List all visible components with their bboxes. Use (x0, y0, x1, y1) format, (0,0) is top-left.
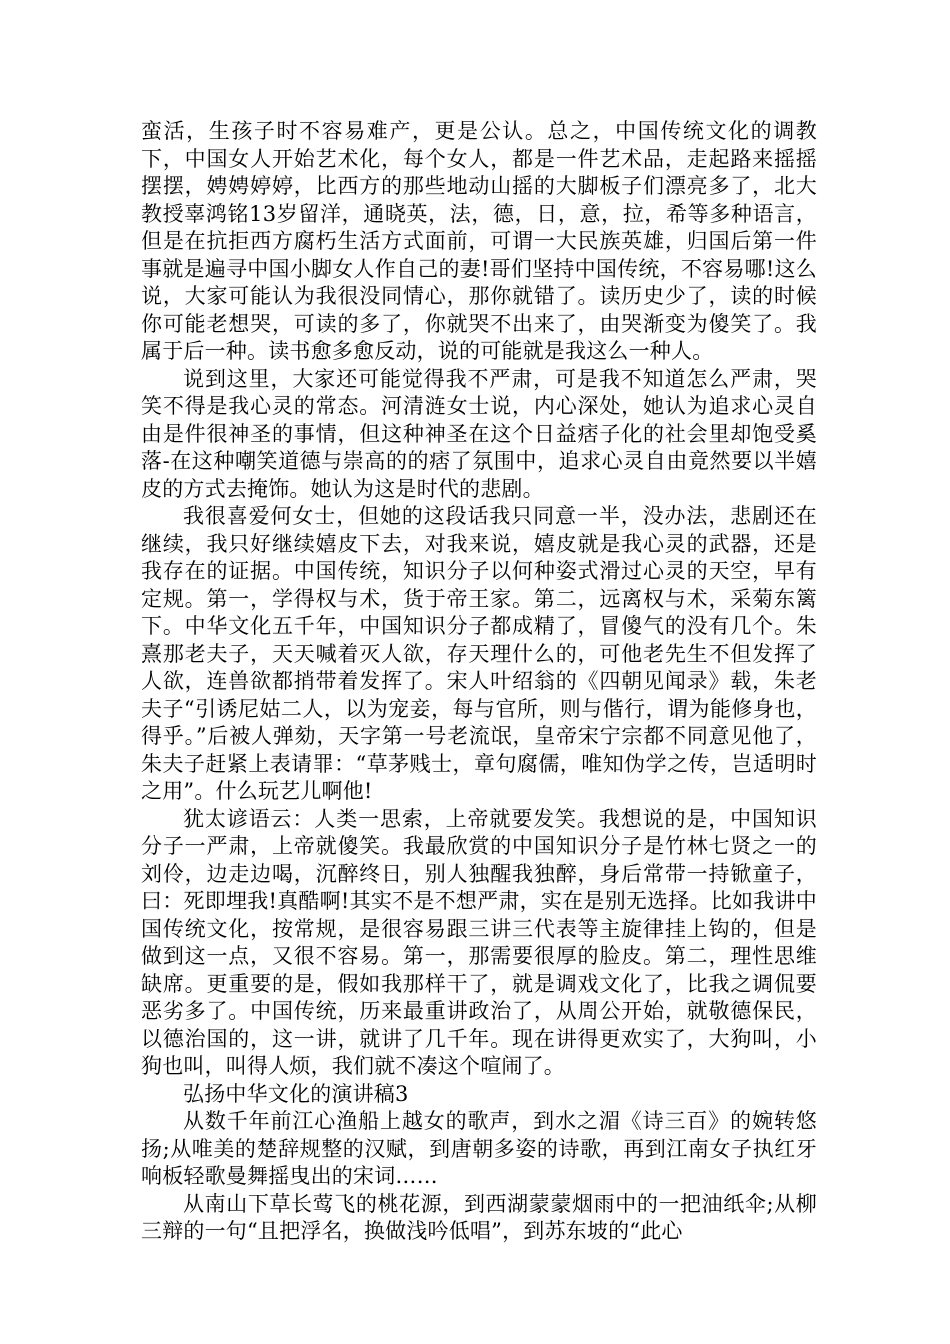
section-heading: 弘扬中华文化的演讲稿3 (183, 1081, 409, 1106)
paragraph-1: 蛮活，生孩子时不容易难产，更是公认。总之，中国传统文化的调教下，中国女人开始艺术化，每个女人，都是一件艺术品，走起路来摇摇摆摆，娉娉婷婷，比西方的那些地动山摇的大脚板子们漂亮多了，北大教授辜鸿铭13岁留洋，通晓英，法，德，日，意，拉，希等多种语言，但是在抗拒西方腐朽生活方式面前，可谓一大民族英雄，归国后第一件事就是遍寻中国小脚女人作自己的妻!哥们坚持中国传统，不容易哪!这么说，大家可能认为我很没同情心，那你就错了。读历史少了，读的时候你可能老想哭，可读的多了，你就哭不出来了，由哭渐变为傻笑了。我属于后一种。读书愈多愈反动，说的可能就是我这么一种人。 (141, 119, 817, 363)
paragraph-5: 从数千年前江心渔船上越女的歌声，到水之湄《诗三百》的婉转悠扬;从唯美的楚辞规整的汉赋，到唐朝多姿的诗歌，再到江南女子执红牙响板轻歌曼舞摇曳出的宋词…… (141, 1109, 817, 1188)
document-page (141, 118, 817, 1246)
paragraph-2: 说到这里，大家还可能觉得我不严肃，可是我不知道怎么严肃，哭笑不得是我心灵的常态。河清涟女士说，内心深处，她认为追求心灵自由是件很神圣的事情，但这种神圣在这个日益痞子化的社会里却饱受奚落-在这种嘲笑道德与崇高的的痞了氛围中，追求心灵自由竟然要以半嬉皮的方式去掩饰。她认为这是时代的悲剧。 (141, 366, 817, 501)
paragraph-4: 犹太谚语云：人类一思索，上帝就要发笑。我想说的是，中国知识分子一严肃，上帝就傻笑。我最欣赏的中国知识分子是竹林七贤之一的刘伶，边走边喝，沉醉终日，别人独醒我独醉，身后常带一持锨童子，曰：死即埋我!真酷啊!其实不是不想严肃，实在是别无选择。比如我讲中国传统文化，按常规，是很容易跟三讲三代表等主旋律挂上钩的，但是做到这一点，又很不容易。第一，那需要很厚的脸皮。第二，理性思维缺席。更重要的是，假如我那样干了，就是调戏文化了，比我之调侃要恶劣多了。中国传统，历来最重讲政治了，从周公开始，就敬德保民，以德治国的，这一讲，就讲了几千年。现在讲得更欢实了，大狗叫，小狗也叫，叫得人烦，我们就不凑这个喧闹了。 (141, 806, 817, 1078)
paragraph-6: 从南山下草长莺飞的桃花源，到西湖蒙蒙烟雨中的一把油纸伞;从柳三辩的一句“且把浮名，换做浅吟低唱”，到苏东坡的“此心 (141, 1191, 817, 1243)
paragraph-3: 我很喜爱何女士，但她的这段话我只同意一半，没办法，悲剧还在继续，我只好继续嬉皮下去，对我来说，嬉皮就是我心灵的武器，还是我存在的证据。中国传统，知识分子以何种姿式滑过心灵的天空，早有定规。第一，学得权与术，货于帝王家。第二，远离权与术，采菊东篱下。中华文化五千年，中国知识分子都成精了，冒傻气的没有几个。朱熹那老夫子，天天喊着灭人欲，存天理什么的，可他老先生不但发挥了人欲，连兽欲都捎带着发挥了。宋人叶绍翁的《四朝见闻录》载，朱老夫子“引诱尼姑二人，以为宠妾，每与官所，则与偕行，谓为能修身也，得乎。”后被人弹劾，天字第一号老流氓，皇帝宋宁宗都不同意见他了，朱夫子赶紧上表请罪：“草茅贱士，章句腐儒，唯知伪学之传，岂适明时之用”。什么玩艺儿啊他! (141, 504, 817, 803)
